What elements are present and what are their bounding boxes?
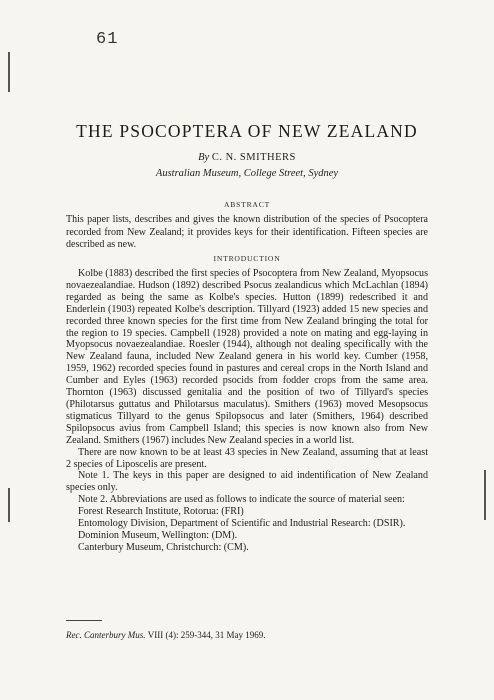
page-number: 61: [96, 30, 119, 49]
paragraph: Kolbe (1883) described the first species of Psocoptera from New Zealand, Myopsocus novaezealandiae. Hudson (1892) described Psocus zealandicus which McLachlan (1894) regarded as being the same as Kolbe's species. Hutton (1899) redescribed it and Enderlein (1903) repeated Kolbe's description. Tillyard (1923) added 15 new species and recorded three known species for the first time from New Zealand bringing the total for the region to 19 species. Campbell (1928) provided a note on mating and egg-laying in Myopsocus novaezealandiae. Roesler (1944), although not dealing specifically with the New Zealand fauna, included New Zealand genera in his world key. Cumber (1958, 1959, 1962) recorded species found in pastures and cereal crops in the North Island and Cumber and Eyles (1963) recorded psocids from fodder crops from the same area. Thornton (1963) discussed genitalia and the position of two of Tillyard's species (Philotarsus guttatus and Philotarsus maculatus). Smithers (1963) moved Mesopsocus stigmaticus Tillyard to the genus Spilopsocus and later (Smithers, 1964) described Spilopsocus avius from Campbell Island; this species is now known also from New Zealand. Smithers (1967) includes New Zealand species in a world list.: [66, 268, 428, 446]
paragraph: Note 1. The keys in this paper are designed to aid indentification of New Zealand species only.: [66, 470, 428, 494]
abbreviation-item: Dominion Museum, Wellington: (DM).: [78, 529, 238, 541]
author-affiliation: Australian Museum, College Street, Sydney: [155, 168, 339, 179]
article-body: [66, 268, 428, 554]
abstract-text: This paper lists, describes and gives the known distribution of the species of Psocoptera recorded from New Zealand; it provides keys for their identification. Fifteen species are described as new.: [66, 214, 428, 251]
margin-bar: [8, 488, 10, 522]
abbreviation-item: Canterbury Museum, Christchurch: (CM).: [78, 541, 249, 553]
author-prefix: By: [198, 152, 210, 163]
article-title: THE PSOCOPTERA OF NEW ZEALAND: [76, 121, 418, 141]
journal-name: Rec. Canterbury Mus.: [66, 630, 146, 640]
citation-footer: [66, 630, 265, 640]
paragraph: There are now known to be at least 43 species in New Zealand, assuming that at least 2 species of Liposcelis are present.: [66, 446, 428, 470]
journal-citation: VIII (4): 259-344, 31 May 1969.: [147, 630, 266, 640]
abbreviation-item: Forest Research Institute, Rotorua: (FRI): [78, 506, 244, 518]
footer-rule: [66, 620, 102, 621]
paragraph: Note 2. Abbreviations are used as follows to indicate the source of material seen:: [78, 494, 405, 506]
margin-bar: [484, 470, 486, 520]
margin-bar: [8, 52, 10, 92]
author-name: C. N. SMITHERS: [211, 152, 296, 163]
abstract-heading: ABSTRACT: [223, 200, 271, 209]
introduction-heading: INTRODUCTION: [213, 254, 281, 263]
abbreviation-item: Entomology Division, Department of Scientific and Industrial Research: (DSIR).: [78, 518, 406, 530]
author-line: [0, 152, 494, 163]
